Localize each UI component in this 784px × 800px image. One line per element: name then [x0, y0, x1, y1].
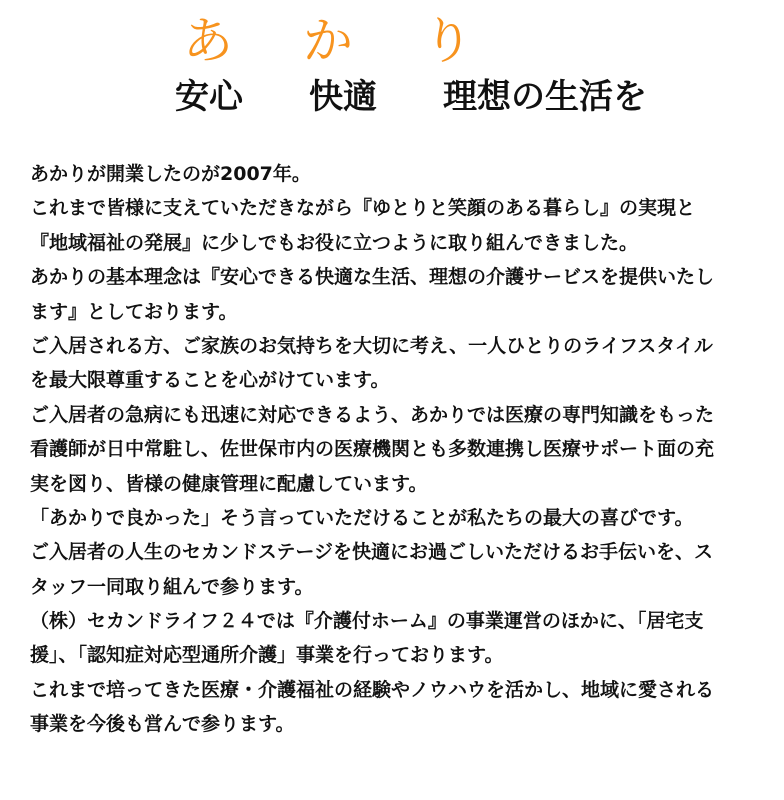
- body-text: [30, 157, 756, 742]
- body-line: あかりの基本理念は『安心できる快適な生活、理想の介護サービスを提供いたし: [30, 266, 715, 289]
- body-line: これまで皆様に支えていただきながら『ゆとりと笑顔のある暮らし』の実現と: [30, 197, 696, 220]
- tagline-part: 快適: [309, 77, 377, 117]
- body-line: ご入居される方、ご家族のお気持ちを大切に考え、一人ひとりのライフスタイル: [30, 334, 713, 357]
- brand-char: あ: [183, 12, 233, 70]
- tagline-part: 安心: [175, 77, 243, 117]
- tagline: [175, 74, 647, 120]
- body-line: 『地域福祉の発展』に少しでもお役に立つように取り組んできました。: [30, 231, 639, 254]
- body-line: を最大限尊重することを心がけています。: [30, 369, 390, 392]
- brand-name: [183, 10, 473, 72]
- brand-char: り: [423, 12, 473, 70]
- body-line: ご入居者の急病にも迅速に対応できるよう、あかりでは医療の専門知識をもった: [30, 403, 715, 426]
- body-line: これまで培ってきた医療・介護福祉の経験やノウハウを活かし、地域に愛される: [30, 678, 715, 701]
- body-line: タッフ一同取り組んで参ります。: [30, 575, 314, 598]
- brand-char: か: [303, 12, 353, 70]
- body-line: 事業を今後も営んで参ります。: [30, 713, 295, 736]
- body-line: 実を図り、皆様の健康管理に配慮しています。: [30, 472, 428, 495]
- body-line: 「あかりで良かった」そう言っていただけることが私たちの最大の喜びです。: [30, 506, 694, 529]
- tagline-part: 理想の生活を: [443, 77, 647, 117]
- body-line: あかりが開業したのが2007年。: [30, 163, 311, 185]
- body-line: （株）セカンドライフ２４では『介護付ホーム』の事業運営のほかに、「居宅支: [30, 610, 704, 633]
- body-line: ご入居者の人生のセカンドステージを快適にお過ごしいただけるお手伝いを、ス: [30, 541, 714, 564]
- body-line: 看護師が日中常駐し、佐世保市内の医療機関とも多数連携し医療サポート面の充: [30, 438, 715, 461]
- body-line: 援」、「認知症対応型通所介護」事業を行っております。: [30, 644, 504, 667]
- body-line: ます』としております。: [30, 300, 238, 323]
